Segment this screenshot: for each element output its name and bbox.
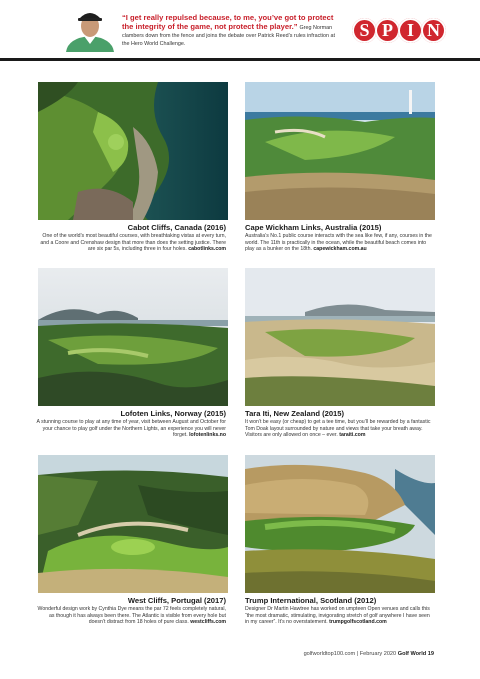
course-description [36, 419, 226, 439]
course-title: West Cliffs, Portugal (2017) [127, 596, 226, 605]
footer-date: February 2020 [359, 651, 397, 657]
course-description-text: Wonderful design work by Cynthia Dye means the par 72 feels completely natural, as though it has always been there. The Atlantic is visible from every hole but doesn’t distract from 18 holes of pure class. [37, 606, 226, 626]
course-website: taraiti.com [339, 432, 366, 439]
course-description [36, 233, 226, 253]
spin-logo [352, 18, 444, 48]
course-website: lofotenlinks.no [189, 432, 226, 439]
spin-letter-i: I [398, 18, 423, 43]
page-number: 19 [427, 651, 434, 657]
course-description [245, 606, 435, 626]
course-photo-west-cliffs [38, 455, 228, 593]
course-description-text: It won’t be easy (or cheap) to get a tee time, but you’ll be rewarded by a fantastic Tom Doak layout surrounded by nature and views that take your breath away. Visitors are only allowed on once – ever. [245, 419, 431, 439]
spin-letter-n: N [421, 18, 446, 43]
course-description-text: One of the world’s most beautiful courses, with breathtaking vistas at every turn, and a Coore and Crenshaw design that more than does the setting justice. There are six par 5s, including three in four holes. [40, 233, 226, 253]
course-photo-tara-iti [245, 268, 435, 406]
course-title: Trump International, Scotland (2012) [245, 596, 377, 605]
course-website: cabotlinks.com [188, 246, 226, 253]
course-website: capewickham.com.au [313, 246, 367, 253]
footer-magazine: Golf World [397, 651, 427, 657]
footer-site: golfworldtop100.com [303, 651, 356, 657]
course-website: westcliffs.com [190, 619, 226, 626]
course-description [245, 419, 435, 439]
quote-text: “I get really repulsed because, to me, you’ve got to protect the integrity of the game, not protect the player.” [122, 13, 334, 31]
course-description [36, 606, 226, 626]
course-description-text: Designer Dr Martin Hawtree has worked on umpteen Open venues and calls this “the most dramatic, stimulating, invigorating stretch of golf anywhere I have seen in my career”. It’s no overstatement. [245, 606, 430, 626]
footer-separator: | [356, 651, 359, 657]
header-divider [0, 58, 480, 61]
course-website: trumpgolfscotland.com [329, 619, 387, 626]
page-header [0, 0, 480, 60]
pull-quote [122, 14, 342, 48]
page-footer [304, 651, 434, 657]
course-title: Lofoten Links, Norway (2015) [120, 409, 226, 418]
course-photo-cape-wickham [245, 82, 435, 220]
spin-letter-p: P [375, 18, 400, 43]
course-description-text: Australia’s No.1 public course interacts with the sea like few, if any, courses in the world. The 11th is practically in the ocean, while the beautiful beach comes into play as a bunker on the 18th. [245, 233, 432, 253]
course-title: Cape Wickham Links, Australia (2015) [245, 223, 382, 232]
course-description [245, 233, 435, 253]
course-photo-lofoten-links [38, 268, 228, 406]
greg-norman-portrait [62, 6, 118, 52]
quote-attribution: Greg Norman clambers down from the fence and joins the debate over Patrick Reed’s rules infraction at the Hero World Challenge. [122, 25, 335, 47]
spin-letter-s: S [352, 18, 377, 43]
course-photo-cabot-cliffs [38, 82, 228, 220]
course-title: Cabot Cliffs, Canada (2016) [127, 223, 226, 232]
course-photo-trump-international [245, 455, 435, 593]
course-description-text: A stunning course to play at any time of year, visit between August and October for your chance to play golf under the Northern Lights, an experience you will never forget. [36, 419, 226, 439]
course-title: Tara Iti, New Zealand (2015) [245, 409, 345, 418]
